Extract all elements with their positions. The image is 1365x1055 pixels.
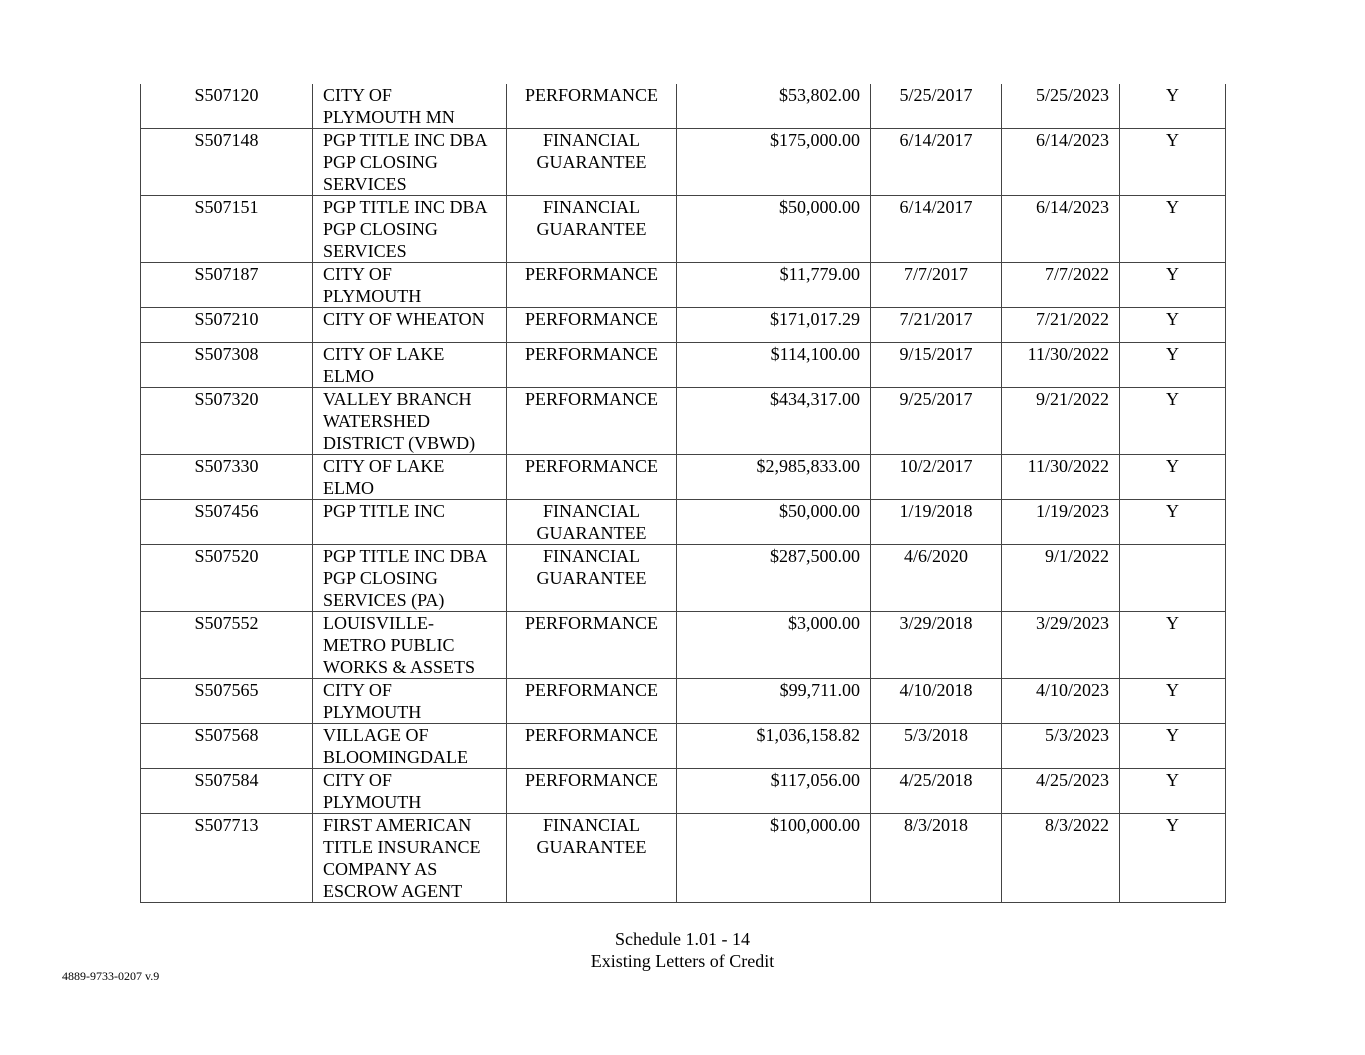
table-row (141, 129, 1226, 196)
letter-id-cell: S507320 (141, 388, 313, 455)
amount-cell: $3,000.00 (677, 612, 871, 679)
amount-cell: $100,000.00 (677, 814, 871, 903)
type-line: PERFORMANCE (524, 613, 659, 633)
beneficiary-line: PGP TITLE INC (323, 501, 446, 521)
beneficiary-line: PGP CLOSING (323, 219, 438, 239)
table-row (141, 343, 1226, 388)
beneficiary-cell (313, 84, 507, 129)
beneficiary-cell (313, 263, 507, 308)
type-line: PERFORMANCE (524, 309, 659, 329)
type-line: PERFORMANCE (524, 725, 659, 745)
beneficiary-line: DISTRICT (VBWD) (323, 433, 476, 453)
table-row (141, 679, 1226, 724)
expiry-date-cell: 6/14/2023 (1002, 129, 1120, 196)
table-body (141, 84, 1226, 903)
expiry-date-cell: 1/19/2023 (1002, 500, 1120, 545)
type-line: GUARANTEE (536, 152, 647, 172)
type-line: FINANCIAL (543, 501, 640, 521)
letter-id-cell: S507148 (141, 129, 313, 196)
beneficiary-cell (313, 769, 507, 814)
issue-date-cell: 1/19/2018 (871, 500, 1002, 545)
schedule-title: Existing Letters of Credit (590, 951, 775, 971)
issue-date-cell: 5/3/2018 (871, 724, 1002, 769)
type-cell (507, 343, 677, 388)
table-row (141, 814, 1226, 903)
beneficiary-line: VALLEY BRANCH (323, 389, 472, 409)
letter-id-cell: S507330 (141, 455, 313, 500)
flag-cell: Y (1120, 263, 1226, 308)
flag-cell: Y (1120, 612, 1226, 679)
beneficiary-line: PGP TITLE INC DBA (323, 130, 488, 150)
amount-cell: $114,100.00 (677, 343, 871, 388)
beneficiary-line: TITLE INSURANCE (323, 837, 481, 857)
beneficiary-line: PLYMOUTH (323, 792, 422, 812)
type-line: PERFORMANCE (524, 456, 659, 476)
issue-date-cell: 10/2/2017 (871, 455, 1002, 500)
beneficiary-line: PLYMOUTH MN (323, 107, 455, 127)
beneficiary-cell (313, 724, 507, 769)
letter-id-cell: S507308 (141, 343, 313, 388)
beneficiary-line: PLYMOUTH (323, 702, 422, 722)
table-row (141, 388, 1226, 455)
letter-id-cell: S507552 (141, 612, 313, 679)
beneficiary-line: SERVICES (323, 241, 407, 261)
type-cell (507, 814, 677, 903)
issue-date-cell: 8/3/2018 (871, 814, 1002, 903)
type-line: GUARANTEE (536, 837, 647, 857)
flag-cell: Y (1120, 84, 1226, 129)
beneficiary-line: PGP TITLE INC DBA (323, 197, 488, 217)
document-id: 4889-9733-0207 v.9 (62, 969, 160, 983)
beneficiary-line: METRO PUBLIC (323, 635, 455, 655)
flag-cell (1120, 545, 1226, 612)
issue-date-cell: 6/14/2017 (871, 129, 1002, 196)
table-row (141, 455, 1226, 500)
beneficiary-cell (313, 343, 507, 388)
issue-date-cell: 4/6/2020 (871, 545, 1002, 612)
expiry-date-cell: 5/3/2023 (1002, 724, 1120, 769)
amount-cell: $171,017.29 (677, 308, 871, 343)
flag-cell: Y (1120, 343, 1226, 388)
beneficiary-line: ELMO (323, 478, 374, 498)
table-row (141, 612, 1226, 679)
amount-cell: $50,000.00 (677, 196, 871, 263)
letter-id-cell: S507568 (141, 724, 313, 769)
flag-cell: Y (1120, 679, 1226, 724)
letters-of-credit-table (140, 84, 1226, 903)
flag-cell: Y (1120, 455, 1226, 500)
type-cell (507, 263, 677, 308)
beneficiary-line: PGP CLOSING (323, 152, 438, 172)
issue-date-cell: 4/25/2018 (871, 769, 1002, 814)
beneficiary-line: CITY OF WHEATON (323, 309, 485, 329)
table-row (141, 545, 1226, 612)
letter-id-cell: S507584 (141, 769, 313, 814)
flag-cell: Y (1120, 769, 1226, 814)
letter-id-cell: S507520 (141, 545, 313, 612)
amount-cell: $434,317.00 (677, 388, 871, 455)
type-line: GUARANTEE (536, 523, 647, 543)
beneficiary-cell (313, 388, 507, 455)
flag-cell: Y (1120, 388, 1226, 455)
issue-date-cell: 7/21/2017 (871, 308, 1002, 343)
beneficiary-line: BLOOMINGDALE (323, 747, 468, 767)
beneficiary-cell (313, 679, 507, 724)
issue-date-cell: 3/29/2018 (871, 612, 1002, 679)
type-line: FINANCIAL (543, 197, 640, 217)
type-cell (507, 679, 677, 724)
type-line: PERFORMANCE (524, 264, 659, 284)
flag-cell: Y (1120, 500, 1226, 545)
type-line: PERFORMANCE (524, 389, 659, 409)
beneficiary-line: ESCROW AGENT (323, 881, 463, 901)
flag-cell: Y (1120, 724, 1226, 769)
letter-id-cell: S507456 (141, 500, 313, 545)
letter-id-cell: S507151 (141, 196, 313, 263)
beneficiary-cell (313, 129, 507, 196)
expiry-date-cell: 7/21/2022 (1002, 308, 1120, 343)
type-cell (507, 455, 677, 500)
expiry-date-cell: 7/7/2022 (1002, 263, 1120, 308)
issue-date-cell: 6/14/2017 (871, 196, 1002, 263)
expiry-date-cell: 5/25/2023 (1002, 84, 1120, 129)
beneficiary-line: PLYMOUTH (323, 286, 422, 306)
beneficiary-cell (313, 545, 507, 612)
type-line: PERFORMANCE (524, 85, 659, 105)
beneficiary-cell (313, 455, 507, 500)
expiry-date-cell: 11/30/2022 (1002, 343, 1120, 388)
beneficiary-line: WORKS & ASSETS (323, 657, 476, 677)
amount-cell: $175,000.00 (677, 129, 871, 196)
expiry-date-cell: 6/14/2023 (1002, 196, 1120, 263)
beneficiary-line: PGP TITLE INC DBA (323, 546, 488, 566)
type-line: PERFORMANCE (524, 680, 659, 700)
beneficiary-line: CITY OF (323, 264, 392, 284)
flag-cell: Y (1120, 814, 1226, 903)
type-cell (507, 545, 677, 612)
beneficiary-cell (313, 500, 507, 545)
beneficiary-cell (313, 612, 507, 679)
type-cell (507, 769, 677, 814)
type-cell (507, 500, 677, 545)
beneficiary-line: WATERSHED (323, 411, 430, 431)
issue-date-cell: 4/10/2018 (871, 679, 1002, 724)
amount-cell: $99,711.00 (677, 679, 871, 724)
type-cell (507, 724, 677, 769)
schedule-number: Schedule 1.01 - 14 (615, 929, 750, 949)
type-line: PERFORMANCE (524, 344, 659, 364)
beneficiary-line: CITY OF LAKE (323, 344, 445, 364)
beneficiary-line: VILLAGE OF (323, 725, 429, 745)
amount-cell: $11,779.00 (677, 263, 871, 308)
amount-cell: $287,500.00 (677, 545, 871, 612)
beneficiary-cell (313, 308, 507, 343)
flag-cell: Y (1120, 129, 1226, 196)
type-cell (507, 84, 677, 129)
issue-date-cell: 9/15/2017 (871, 343, 1002, 388)
beneficiary-line: FIRST AMERICAN (323, 815, 472, 835)
type-line: PERFORMANCE (524, 770, 659, 790)
type-line: FINANCIAL (543, 546, 640, 566)
expiry-date-cell: 8/3/2022 (1002, 814, 1120, 903)
expiry-date-cell: 4/10/2023 (1002, 679, 1120, 724)
expiry-date-cell: 9/1/2022 (1002, 545, 1120, 612)
beneficiary-line: SERVICES (PA) (323, 590, 445, 610)
beneficiary-line: CITY OF (323, 85, 392, 105)
table-row (141, 769, 1226, 814)
issue-date-cell: 5/25/2017 (871, 84, 1002, 129)
letter-id-cell: S507713 (141, 814, 313, 903)
expiry-date-cell: 4/25/2023 (1002, 769, 1120, 814)
beneficiary-line: LOUISVILLE- (323, 613, 434, 633)
type-line: GUARANTEE (536, 219, 647, 239)
beneficiary-cell (313, 814, 507, 903)
table-row (141, 263, 1226, 308)
flag-cell: Y (1120, 196, 1226, 263)
beneficiary-cell (313, 196, 507, 263)
type-line: FINANCIAL (543, 130, 640, 150)
amount-cell: $50,000.00 (677, 500, 871, 545)
expiry-date-cell: 9/21/2022 (1002, 388, 1120, 455)
table-row (141, 500, 1226, 545)
type-cell (507, 129, 677, 196)
beneficiary-line: PGP CLOSING (323, 568, 438, 588)
letter-id-cell: S507565 (141, 679, 313, 724)
amount-cell: $53,802.00 (677, 84, 871, 129)
table-row (141, 84, 1226, 129)
type-line: FINANCIAL (543, 815, 640, 835)
type-cell (507, 308, 677, 343)
letter-id-cell: S507187 (141, 263, 313, 308)
type-cell (507, 612, 677, 679)
type-line: GUARANTEE (536, 568, 647, 588)
letter-id-cell: S507210 (141, 308, 313, 343)
issue-date-cell: 9/25/2017 (871, 388, 1002, 455)
amount-cell: $1,036,158.82 (677, 724, 871, 769)
beneficiary-line: CITY OF (323, 770, 392, 790)
beneficiary-line: CITY OF (323, 680, 392, 700)
flag-cell: Y (1120, 308, 1226, 343)
table-row (141, 308, 1226, 343)
amount-cell: $117,056.00 (677, 769, 871, 814)
beneficiary-line: SERVICES (323, 174, 407, 194)
table-row (141, 724, 1226, 769)
beneficiary-line: COMPANY AS (323, 859, 438, 879)
letter-id-cell: S507120 (141, 84, 313, 129)
beneficiary-line: CITY OF LAKE (323, 456, 445, 476)
type-cell (507, 196, 677, 263)
type-cell (507, 388, 677, 455)
beneficiary-line: ELMO (323, 366, 374, 386)
expiry-date-cell: 3/29/2023 (1002, 612, 1120, 679)
amount-cell: $2,985,833.00 (677, 455, 871, 500)
expiry-date-cell: 11/30/2022 (1002, 455, 1120, 500)
issue-date-cell: 7/7/2017 (871, 263, 1002, 308)
table-row (141, 196, 1226, 263)
